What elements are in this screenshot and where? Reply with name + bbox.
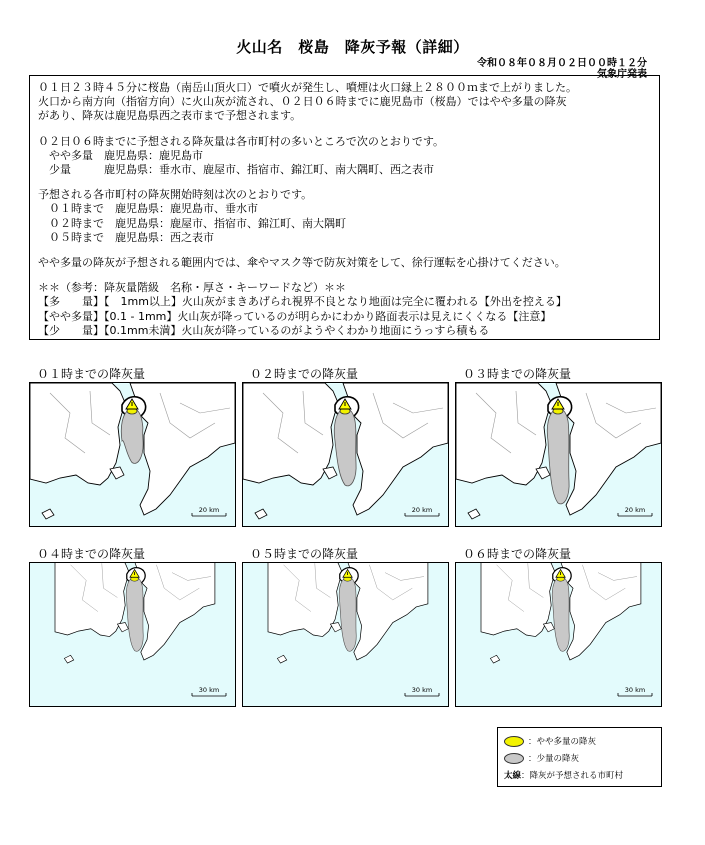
body-line: 火口から南方向（指宿方向）に火山灰が流され、０２日０６時までに鹿児島市（桜島）ではやや多量の降灰 xyxy=(38,95,567,109)
scale-label: 30 km xyxy=(624,686,646,694)
small-island xyxy=(277,655,286,663)
scale-bar xyxy=(192,686,226,696)
map-svg xyxy=(243,383,448,526)
spacer-line xyxy=(38,270,651,281)
heavy-ash-swatch xyxy=(504,736,524,747)
map-content xyxy=(268,563,428,663)
body-line: やや多量 鹿児島県：鹿児島市 xyxy=(38,148,203,162)
spacer-line xyxy=(38,177,651,188)
small-island xyxy=(42,509,54,519)
small-island xyxy=(64,655,73,663)
osumi-peninsula xyxy=(556,383,661,515)
small-island xyxy=(536,467,550,479)
panel-title: ０５時までの降灰量 xyxy=(250,547,359,561)
scale-label: 20 km xyxy=(198,506,220,514)
body-line: 【少 量】【0.1mm未満】火山灰が降っているのがようやくわかり地面にうっすら積もる xyxy=(38,323,490,337)
small-island xyxy=(110,467,124,479)
body-line: ０５時まで 鹿児島県：西之表市 xyxy=(38,230,214,244)
osumi-peninsula xyxy=(343,383,448,515)
ash-forecast-map xyxy=(455,562,662,707)
map-svg xyxy=(456,383,661,526)
map-content xyxy=(456,383,661,519)
scale-label: 20 km xyxy=(411,506,433,514)
legend-heavy-row xyxy=(504,734,596,748)
small-island xyxy=(330,623,341,632)
ash-forecast-map xyxy=(29,562,236,707)
scale-label: 20 km xyxy=(624,506,646,514)
issuer: 気象庁発表 xyxy=(597,69,647,80)
body-line: ０２時まで 鹿児島県：鹿屋市、指宿市、錦江町、南大隅町 xyxy=(38,216,346,230)
body-line: ０１時まで 鹿児島県：鹿児島市、垂水市 xyxy=(38,202,258,216)
light-ash-area xyxy=(552,577,569,651)
light-ash-area xyxy=(339,577,356,651)
small-island xyxy=(490,655,499,663)
forecast-text-box xyxy=(29,75,660,340)
legend-light-label: ：少量の降灰 xyxy=(528,754,580,764)
small-island xyxy=(323,467,337,479)
body-line: ０２日０６時までに予想される降灰量は各市町村の多いところで次のとおりです。 xyxy=(38,134,445,148)
panel-title: ０４時までの降灰量 xyxy=(37,547,146,561)
small-island xyxy=(117,623,128,632)
map-svg xyxy=(30,383,235,526)
legend-bold-row xyxy=(504,768,623,782)
light-ash-area xyxy=(126,577,143,651)
light-ash-swatch xyxy=(504,753,524,764)
light-ash-area xyxy=(334,409,356,486)
page-title: 火山名 桜島 降灰予報（詳細） xyxy=(236,38,469,56)
body-line: やや多量の降灰が予想される範囲内では、傘やマスク等で防灰対策をして、徐行運転を心掛けてください。 xyxy=(38,256,566,270)
map-content xyxy=(243,383,448,519)
ash-forecast-map xyxy=(242,382,449,527)
body-line: 少量 鹿児島県：垂水市、鹿屋市、指宿市、錦江町、南大隅町、西之表市 xyxy=(38,163,434,177)
map-svg xyxy=(456,563,661,706)
spacer-line xyxy=(38,124,651,135)
map-content xyxy=(481,563,641,663)
legend-heavy-label: ：やや多量の降灰 xyxy=(528,737,597,747)
light-ash-area xyxy=(547,409,569,504)
legend-bold-key: 太線 xyxy=(504,771,522,781)
scale-bar xyxy=(618,506,652,516)
scale-bar xyxy=(405,686,439,696)
body-line: があり、降灰は鹿児島県西之表市まで予想されます。 xyxy=(38,109,302,123)
body-line: ＊＊（参考：降灰量階級 名称・厚さ・キーワードなど）＊＊ xyxy=(38,281,346,295)
issued-datetime: 令和０８年０８月０２日００時１２分 xyxy=(477,58,647,69)
body-line: ０１日２３時４５分に桜島（南岳山頂火口）で噴火が発生し、噴煙は火口縁上２８００ｍまで上がりました。 xyxy=(38,81,577,94)
scale-label: 30 km xyxy=(411,686,433,694)
body-line: 【多 量】【 1mm以上】火山灰がまきあげられ視界不良となり地面は完全に覆われる【外出を控える】 xyxy=(38,295,567,309)
small-island xyxy=(255,509,267,519)
map-svg xyxy=(243,563,448,706)
scale-bar xyxy=(618,686,652,696)
body-line: 【やや多量】【0.1 - 1mm】火山灰が降っているのが明らかにわかり路面表示は見えにくくなる【注意】 xyxy=(38,309,552,323)
light-ash-area xyxy=(121,409,143,464)
scale-bar xyxy=(405,506,439,516)
body-line: 予想される各市町村の降灰開始時刻は次のとおりです。 xyxy=(38,188,313,202)
panel-title: ０１時までの降灰量 xyxy=(37,367,146,381)
panel-title: ０６時までの降灰量 xyxy=(463,547,572,561)
small-island xyxy=(468,509,480,519)
scale-bar xyxy=(192,506,226,516)
legend-bold-label: ：降灰が予想される市町村 xyxy=(521,771,624,781)
scale-label: 30 km xyxy=(198,686,220,694)
map-legend xyxy=(497,727,662,787)
map-content xyxy=(30,383,235,519)
spacer-line xyxy=(38,245,651,256)
panel-title: ０２時までの降灰量 xyxy=(250,367,359,381)
ash-forecast-map xyxy=(242,562,449,707)
osumi-peninsula xyxy=(130,383,235,515)
ash-forecast-map xyxy=(29,382,236,527)
panel-title: ０３時までの降灰量 xyxy=(463,367,572,381)
ash-forecast-map xyxy=(455,382,662,527)
small-island xyxy=(543,623,554,632)
legend-light-row xyxy=(504,751,579,765)
map-svg xyxy=(30,563,235,706)
map-content xyxy=(55,563,215,663)
